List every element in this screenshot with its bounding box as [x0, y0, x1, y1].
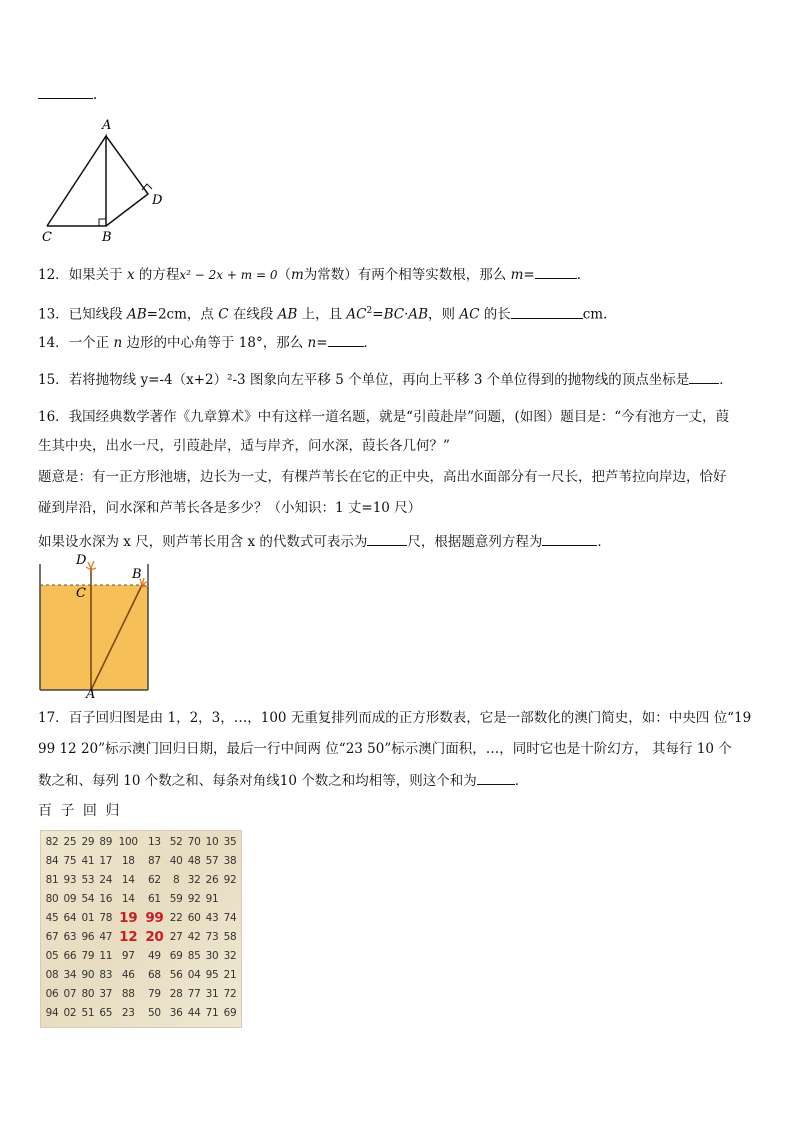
magic-square-cell: 46	[121, 968, 135, 981]
magic-square-row	[43, 832, 239, 851]
magic-square-cell: 94	[45, 1006, 59, 1019]
magic-square-caption: 百 子 回 归	[38, 803, 122, 819]
magic-square-cell: 85	[187, 949, 201, 962]
magic-square-cell: 12	[119, 928, 138, 945]
magic-square-cell: 38	[223, 854, 237, 867]
magic-square-row	[43, 984, 239, 1003]
magic-square-cell: 74	[223, 911, 237, 924]
magic-square-grid	[43, 832, 239, 1022]
label-d: D	[152, 193, 163, 208]
magic-square-cell: 31	[205, 987, 219, 1000]
magic-square-cell: 57	[205, 854, 219, 867]
equation: x² − 2x + m = 0	[179, 268, 278, 282]
magic-square-cell: 71	[205, 1006, 219, 1019]
magic-square-cell: 59	[169, 892, 183, 905]
magic-square-cell: 43	[205, 911, 219, 924]
magic-square-cell: 79	[81, 949, 95, 962]
magic-square-cell: 32	[223, 949, 237, 962]
magic-square-cell: 01	[81, 911, 95, 924]
magic-square-cell: 10	[205, 835, 219, 848]
magic-square-cell: 68	[148, 968, 161, 981]
magic-square-cell: 09	[63, 892, 77, 905]
magic-square-cell: 14	[121, 873, 135, 886]
question-17-line3: 数之和、每列 10 个数之和、每条对角线10 个数之和均相等，则这个和为 ．	[38, 770, 528, 791]
magic-square-cell: 42	[187, 930, 201, 943]
magic-square-cell: 27	[169, 930, 183, 943]
label-b: B	[132, 567, 142, 582]
magic-square-cell: 21	[223, 968, 237, 981]
magic-square-cell: 51	[81, 1006, 95, 1019]
magic-square-cell: 91	[205, 892, 219, 905]
magic-square-cell: 72	[223, 987, 237, 1000]
magic-square-cell: 06	[45, 987, 59, 1000]
question-14: 14．一个正 n 边形的中心角等于 18°，那么 n= ．	[38, 332, 377, 353]
magic-square-cell: 20	[145, 928, 164, 945]
magic-square-cell: 04	[187, 968, 201, 981]
triangle-abc	[47, 136, 106, 226]
magic-square-cell: 19	[119, 909, 138, 926]
magic-square-cell: 58	[223, 930, 237, 943]
magic-square-cell: 87	[148, 854, 161, 867]
answer-blank-17[interactable]	[477, 770, 515, 785]
magic-square-cell: 66	[63, 949, 77, 962]
magic-square-row	[43, 908, 239, 927]
magic-square-cell: 70	[187, 835, 201, 848]
magic-square-cell: 52	[169, 835, 183, 848]
magic-square-cell: 60	[187, 911, 201, 924]
magic-square-cell: 93	[63, 873, 77, 886]
magic-square-cell: 67	[45, 930, 59, 943]
magic-square-cell: 69	[223, 1006, 237, 1019]
answer-blank-13[interactable]	[511, 304, 583, 319]
magic-square-cell: 28	[169, 987, 183, 1000]
magic-square-cell: 07	[63, 987, 77, 1000]
magic-square-cell: 48	[187, 854, 201, 867]
magic-square-cell: 49	[148, 949, 161, 962]
magic-square-cell: 32	[187, 873, 201, 886]
magic-square-cell: 36	[169, 1006, 183, 1019]
magic-square-cell: 97	[121, 949, 135, 962]
magic-square-cell: 84	[45, 854, 59, 867]
magic-square-cell: 25	[63, 835, 77, 848]
pond-figure	[36, 552, 154, 698]
magic-square-cell: 54	[81, 892, 95, 905]
triangle-figure	[36, 114, 176, 246]
answer-blank-12[interactable]	[535, 264, 577, 279]
magic-square-cell	[221, 889, 239, 908]
question-17-line1: 17．百子回归图是由 1，2，3，…，100 无重复排列而成的正方形数表，它是一部数化的澳门简史，如：中央四 位“19	[38, 710, 752, 726]
question-16-line4: 碰到岸沿，问水深和芦苇长各是多少？（小知识：1 丈=10 尺）	[38, 500, 422, 516]
question-16-line5: 如果设水深为 x 尺，则芦苇长用含 x 的代数式可表示为 尺，根据题意列方程为 ．	[38, 531, 611, 552]
magic-square-cell: 13	[148, 835, 161, 848]
magic-square-row	[43, 946, 239, 965]
question-15: 15．若将抛物线 y=-4（x+2）²-3 图象向左平移 5 个单位，再向上平移 3 个单位得到的抛物线的顶点坐标是 ．	[38, 369, 733, 390]
magic-square-cell: 92	[187, 892, 201, 905]
magic-square-cell: 26	[205, 873, 219, 886]
magic-square-row	[43, 1003, 239, 1022]
water-area	[40, 585, 148, 690]
answer-blank-15[interactable]	[689, 369, 719, 384]
magic-square-cell: 18	[121, 854, 135, 867]
magic-square-cell: 96	[81, 930, 95, 943]
magic-square-cell: 05	[45, 949, 59, 962]
magic-square-cell: 78	[99, 911, 113, 924]
magic-square-cell: 81	[45, 873, 59, 886]
question-17-line2: 99 12 20”标示澳门回归日期，最后一行中间两 位“23 50”标示澳门面积，…，同时它也是十阶幻方， 其每行 10 个	[38, 741, 732, 757]
triangle-abd	[106, 136, 148, 226]
right-angle-b	[99, 219, 106, 226]
magic-square-cell: 63	[63, 930, 77, 943]
magic-square-cell: 79	[148, 987, 161, 1000]
magic-square-cell: 02	[63, 1006, 77, 1019]
answer-blank-16b[interactable]	[542, 531, 597, 546]
magic-square-cell: 17	[99, 854, 113, 867]
magic-square-cell: 16	[99, 892, 113, 905]
prev-answer-line: .	[38, 84, 97, 105]
magic-square-cell: 75	[63, 854, 77, 867]
label-c: C	[42, 230, 52, 245]
answer-blank-16a[interactable]	[367, 531, 407, 546]
magic-square-cell: 77	[187, 987, 201, 1000]
magic-square-cell: 80	[45, 892, 59, 905]
magic-square-cell: 22	[169, 911, 183, 924]
magic-square-cell: 99	[145, 909, 164, 926]
question-12: 12．如果关于 x 的方程x² − 2x + m = 0（m为常数）有两个相等实数根，那么 m= ．	[38, 264, 590, 285]
magic-square-cell: 83	[99, 968, 113, 981]
magic-square-row	[43, 851, 239, 870]
magic-square-cell: 47	[99, 930, 113, 943]
magic-square-cell: 56	[169, 968, 183, 981]
magic-square-cell: 80	[81, 987, 95, 1000]
magic-square-row	[43, 927, 239, 946]
label-d: D	[76, 553, 87, 568]
magic-square-cell: 89	[99, 835, 113, 848]
magic-square-cell: 24	[99, 873, 113, 886]
label-a: A	[86, 687, 96, 698]
magic-square-cell: 40	[169, 854, 183, 867]
magic-square-cell: 53	[81, 873, 95, 886]
magic-square-cell: 29	[81, 835, 95, 848]
magic-square-cell: 50	[148, 1006, 161, 1019]
magic-square-cell: 69	[169, 949, 183, 962]
magic-square-image	[40, 830, 242, 1028]
magic-square-cell: 62	[148, 873, 161, 886]
magic-square-cell: 14	[121, 892, 135, 905]
question-16-line1: 16．我国经典数学著作《九章算术》中有这样一道名题，就是“引葭赴岸”问题，(如图）题目是：“今有池方一丈，葭	[38, 409, 730, 425]
magic-square-row	[43, 889, 239, 908]
magic-square-cell: 100	[118, 835, 138, 848]
magic-square-cell: 92	[223, 873, 237, 886]
magic-square-cell: 45	[45, 911, 59, 924]
question-16-line2: 生其中央，出水一尺，引葭赴岸，适与岸齐，问水深，葭长各几何？”	[38, 438, 450, 454]
magic-square-cell: 41	[81, 854, 95, 867]
question-16-line3: 题意是：有一正方形池塘，边长为一丈，有棵芦苇长在它的正中央，高出水面部分有一尺长，把芦苇拉向岸边，恰好	[38, 469, 727, 485]
magic-square-cell: 73	[205, 930, 219, 943]
magic-square-row	[43, 870, 239, 889]
magic-square-cell: 90	[81, 968, 95, 981]
magic-square-cell: 11	[99, 949, 113, 962]
label-b: B	[102, 230, 112, 245]
magic-square-cell: 37	[99, 987, 113, 1000]
magic-square-cell: 61	[148, 892, 161, 905]
label-a: A	[102, 118, 112, 133]
magic-square-cell: 8	[172, 873, 180, 886]
magic-square-cell: 34	[63, 968, 77, 981]
magic-square-cell: 88	[121, 987, 135, 1000]
question-13: 13．已知线段 AB=2cm，点 C 在线段 AB 上，且 $AC^2=BC\cdot AB$，则 AC 的长 cm．	[38, 301, 617, 325]
magic-square-cell: 30	[205, 949, 219, 962]
magic-square-cell: 08	[45, 968, 59, 981]
answer-blank-14[interactable]	[328, 332, 364, 347]
answer-blank[interactable]	[38, 84, 93, 99]
label-c: C	[76, 586, 86, 601]
magic-square-row	[43, 965, 239, 984]
magic-square-cell: 65	[99, 1006, 113, 1019]
magic-square-cell: 44	[187, 1006, 201, 1019]
magic-square-cell: 95	[205, 968, 219, 981]
magic-square-cell: 64	[63, 911, 77, 924]
magic-square-cell: 82	[45, 835, 59, 848]
magic-square-cell: 35	[223, 835, 237, 848]
magic-square-cell: 23	[121, 1006, 135, 1019]
